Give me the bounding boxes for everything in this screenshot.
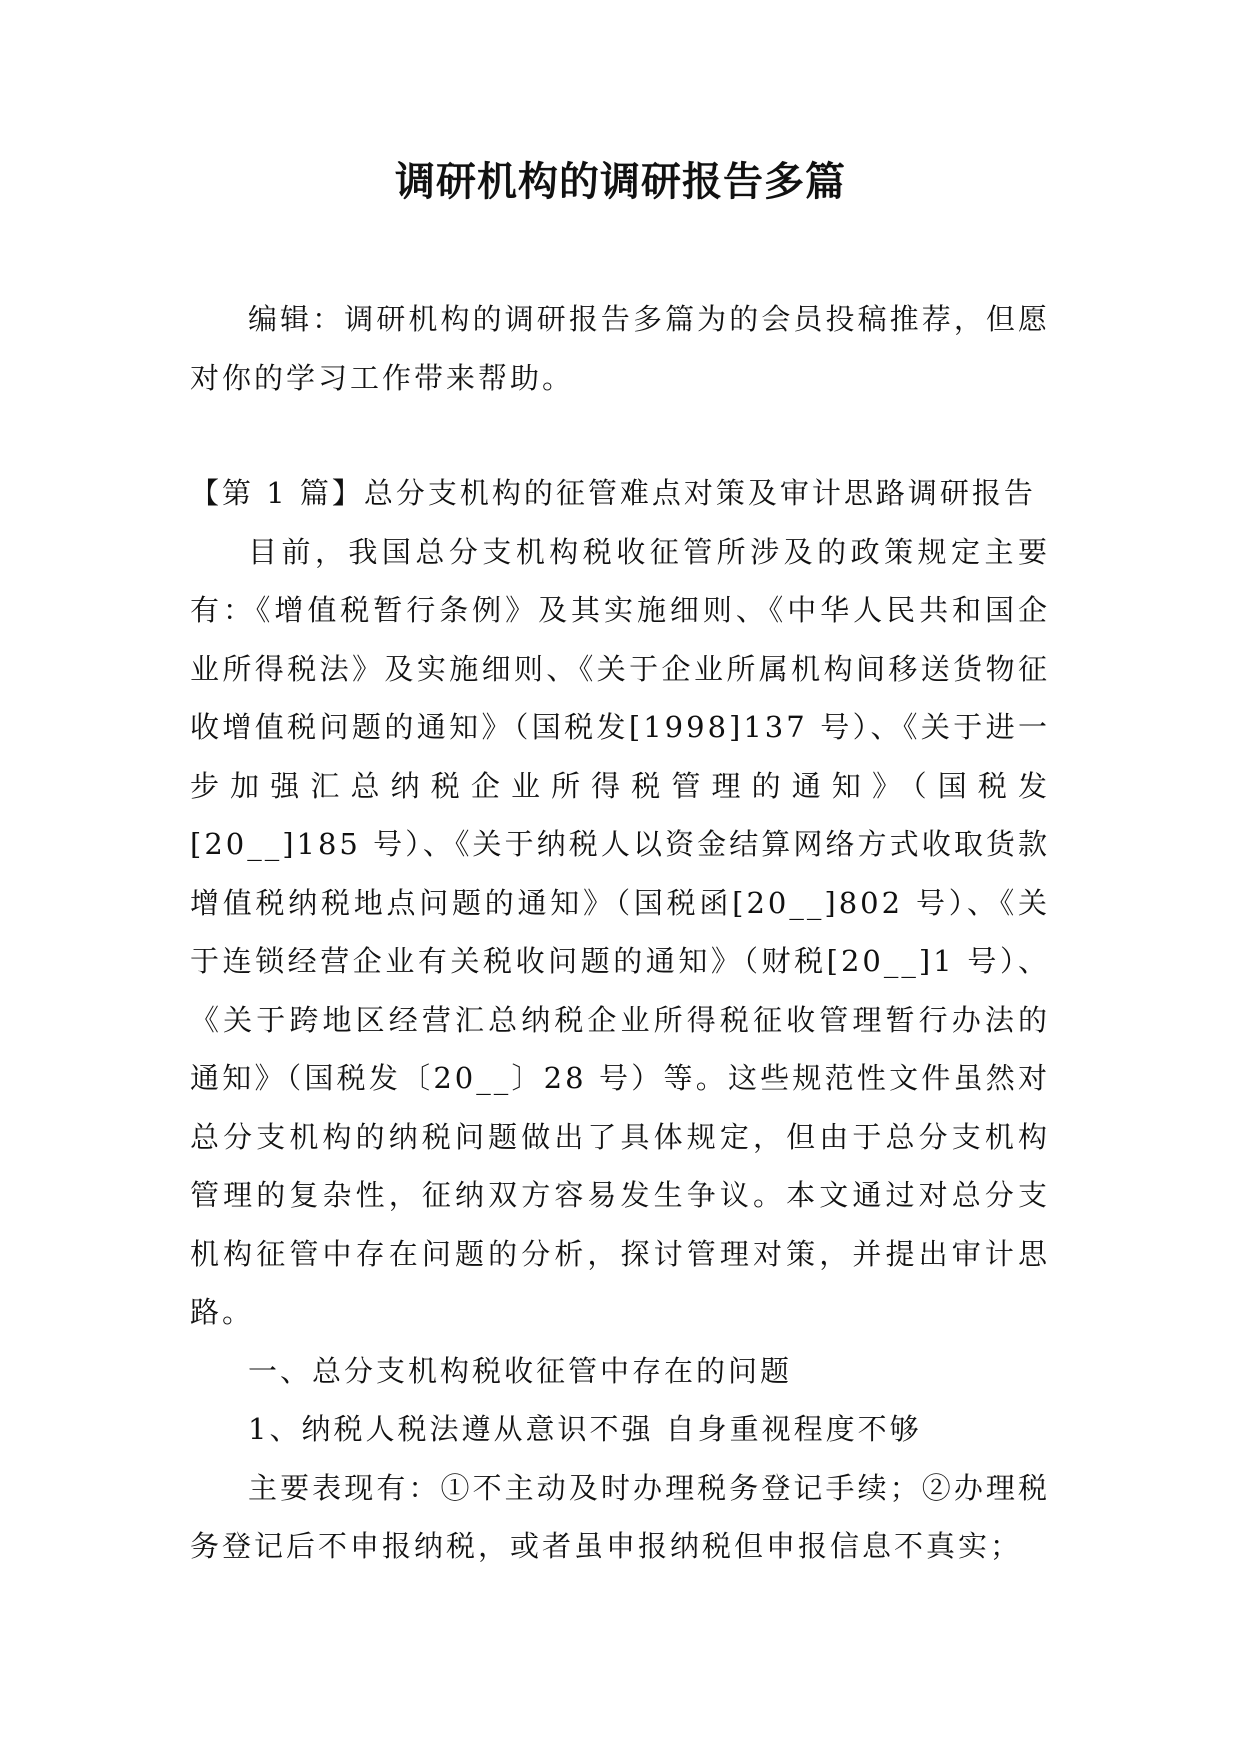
body-paragraph: 目前，我国总分支机构税收征管所涉及的政策规定主要有：《增值税暂行条例》及其实施细则、《中华人民共和国企业所得税法》及实施细则、《关于企业所属机构间移送货物征收增值税问题的通知》（国税发[1998]137 号）、《关于进一步加强汇总纳税企业所得税管理的通知》（国税发[20__]185 号）、《关于纳税人以资金结算网络方式收取货款增值税纳税地点问题的通知》（国税函[20__]802 号）、《关于连锁经营企业有关税收问题的通知》（财税[20__]1 号）、《关于跨地区经营汇总纳税企业所得税征收管理暂行办法的通知》（国税发〔20__〕28 号）等。这些规范性文件虽然对总分支机构的纳税问题做出了具体规定，但由于总分支机构管理的复杂性，征纳双方容易发生争议。本文通过对总分支机构征管中存在问题的分析，探讨管理对策，并提出审计思路。 (190, 534, 1050, 1329)
section-heading: 【第 1 篇】总分支机构的征管难点对策及审计思路调研报告 (190, 476, 1036, 510)
document-title: 调研机构的调研报告多篇 (395, 158, 846, 205)
document-body (190, 290, 1050, 1576)
body-paragraph: 主要表现有：①不主动及时办理税务登记手续；②办理税务登记后不申报纳税，或者虽申报纳税但申报信息不真实； (190, 1470, 1050, 1563)
subheading: 一、总分支机构税收征管中存在的问题 (248, 1353, 793, 1388)
subheading: 1、纳税人税法遵从意识不强 自身重视程度不够 (248, 1412, 922, 1446)
intro-paragraph: 编辑：调研机构的调研报告多篇为的会员投稿推荐，但愿对你的学习工作带来帮助。 (190, 302, 1050, 395)
